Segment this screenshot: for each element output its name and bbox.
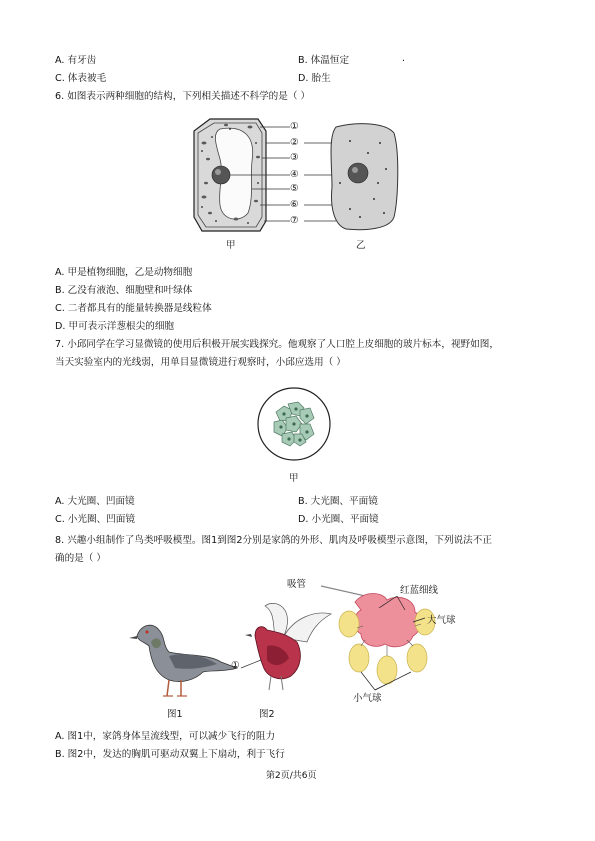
cell-diagram xyxy=(190,113,410,253)
label-marker-1: ① xyxy=(231,660,240,671)
q7-option-c: C. 小光圈、凹面镜 xyxy=(55,514,135,525)
marker-1: ① xyxy=(290,121,299,132)
marker-4: ④ xyxy=(290,169,299,180)
q5-option-a: A. 有牙齿 xyxy=(55,55,97,66)
figure-label-yi: 乙 xyxy=(356,240,366,251)
figure-2-caption: 图2 xyxy=(259,709,275,720)
figure-label-jia: 甲 xyxy=(226,240,236,251)
label-thread: 红蓝细线 xyxy=(400,585,439,596)
q7-option-d: D. 小光圈、平面镜 xyxy=(298,514,379,525)
respiration-model xyxy=(321,586,435,690)
q5-option-c: C. 体表被毛 xyxy=(55,73,107,84)
label-straw: 吸管 xyxy=(287,579,307,590)
animal-cell xyxy=(331,124,398,230)
q7-stem-line2: 当天实验室内的光线弱，用单目显微镜进行观察时，小邱应选用（ ） xyxy=(55,357,346,368)
label-big-balloon: 大气球 xyxy=(427,615,456,626)
q6-option-c: C. 二者都具有的能量转换器是线粒体 xyxy=(55,303,212,314)
microscope-view-figure xyxy=(254,384,334,484)
page-number: 第2页/共6页 xyxy=(266,771,317,781)
bird-muscle-illustration xyxy=(241,603,331,690)
stray-dot: . xyxy=(402,53,406,64)
q6-option-b: B. 乙没有液泡、细胞壁和叶绿体 xyxy=(55,285,193,296)
q6-option-a: A. 甲是植物细胞，乙是动物细胞 xyxy=(55,267,193,278)
marker-6: ⑥ xyxy=(290,199,299,210)
q6-option-d: D. 甲可表示洋葱根尖的细胞 xyxy=(55,321,175,332)
q7-stem-line1: 7. 小邱同学在学习显微镜的使用后积极开展实践探究。他观察了人口腔上皮细胞的玻片标本，视野如图， xyxy=(55,339,499,350)
q8-stem-line2: 确的是（ ） xyxy=(55,553,107,564)
pigeon-illustration xyxy=(129,625,237,696)
q8-option-b: B. 图2中，发达的胸肌可驱动双翼上下扇动，利于飞行 xyxy=(55,749,285,760)
cell-structure-figure xyxy=(190,113,410,253)
marker-2: ② xyxy=(290,137,299,148)
q7-option-b: B. 大光圈、平面镜 xyxy=(298,496,378,507)
q8-stem-line1: 8. 兴趣小组制作了鸟类呼吸模型。图1到图2分别是家鸽的外形、肌肉及呼吸模型示意图，下列说法不正 xyxy=(55,535,492,546)
bird-respiration-figure xyxy=(125,572,470,722)
figure-1-caption: 图1 xyxy=(167,709,183,720)
figure-label-jia: 甲 xyxy=(289,473,299,484)
q8-option-a: A. 图1中，家鸽身体呈流线型，可以减少飞行的阻力 xyxy=(55,731,276,742)
q5-option-d: D. 胎生 xyxy=(298,73,331,84)
label-small-balloon: 小气球 xyxy=(353,693,382,704)
q6-stem: 6. 如图表示两种细胞的结构，下列相关描述不科学的是（ ） xyxy=(55,91,311,102)
q5-option-b: B. 体温恒定 xyxy=(298,55,350,66)
marker-5: ⑤ xyxy=(290,183,299,194)
microscope-field-diagram xyxy=(254,384,334,464)
q7-option-a: A. 大光圈、凹面镜 xyxy=(55,496,135,507)
marker-7: ⑦ xyxy=(290,215,299,226)
marker-3: ③ xyxy=(290,152,299,163)
